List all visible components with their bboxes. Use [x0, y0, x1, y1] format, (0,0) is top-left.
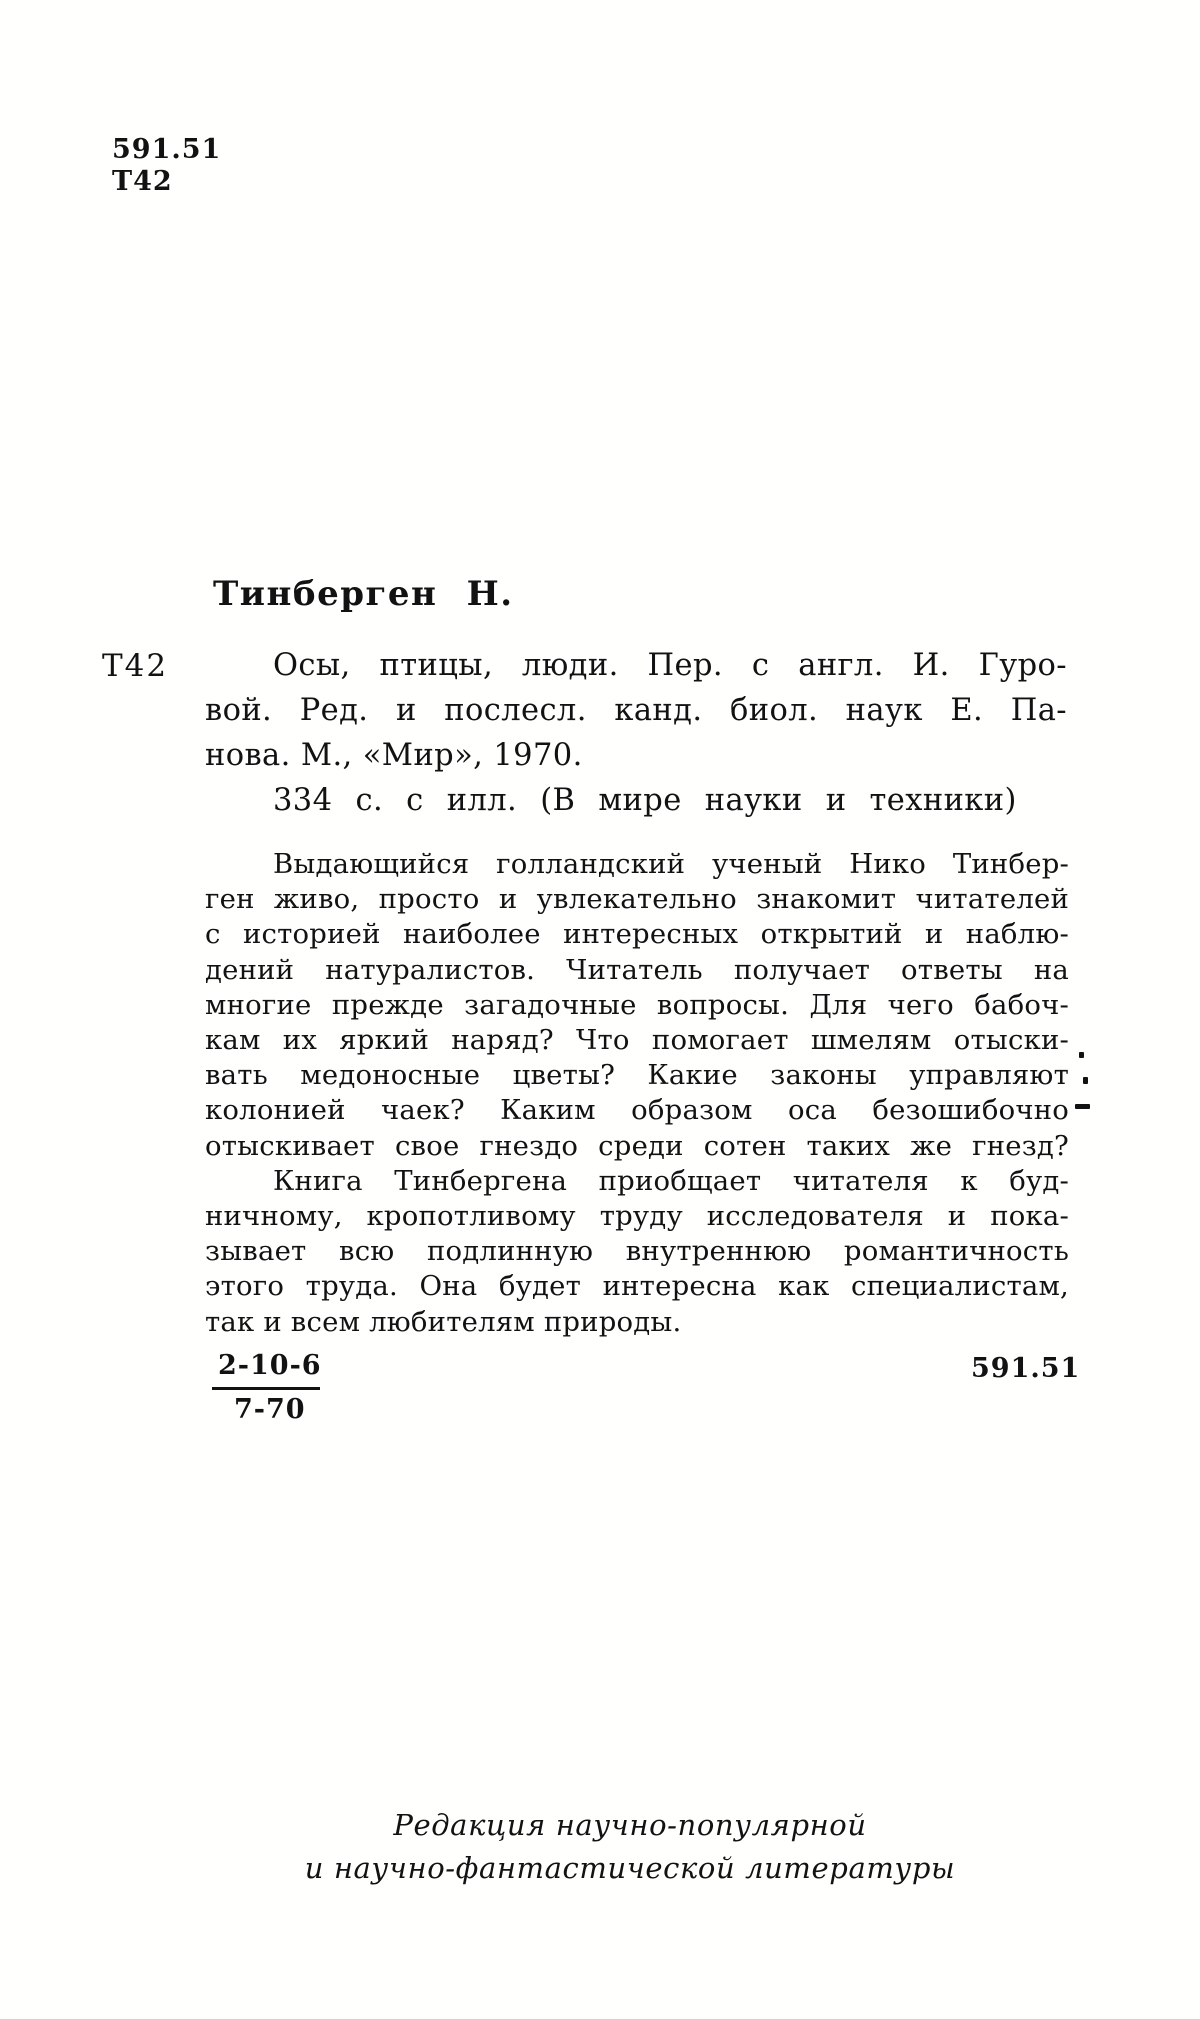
annotation-line: ген живо, просто и увлекательно знакомит читателей	[205, 883, 1069, 916]
annotation-line: с историей наиболее интересных открытий и наблю-	[205, 918, 1069, 951]
annotation-line: так и всем любителям природы.	[205, 1305, 682, 1338]
scan-speck	[1079, 1052, 1084, 1058]
entry-line: Осы, птицы, люди. Пер. с англ. И. Гуро-	[273, 648, 1067, 683]
annotation-line: отыскивает свое гнездо среди сотен таких же гнезд?	[205, 1129, 1069, 1162]
annotation-line: Книга Тинбергена приобщает читателя к буд-	[273, 1164, 1069, 1197]
footer-line: Редакция научно-популярной	[393, 1808, 867, 1842]
scan-speck	[1075, 1104, 1090, 1109]
footer-line: и научно-фантастической литературы	[304, 1851, 956, 1885]
annotation-line: зывает всю подлинную внутреннюю романтичность	[205, 1235, 1069, 1268]
fraction-rule	[212, 1387, 320, 1390]
annotation-line: вать медоносные цветы? Какие законы управляют	[205, 1059, 1069, 1092]
annotation-paragraph	[205, 847, 1069, 1340]
udc-number: 591.51	[112, 134, 222, 165]
author-heading: Тинберген Н.	[213, 574, 514, 614]
print-code-denominator: 7-70	[234, 1394, 306, 1425]
entry-line: нова. М., «Мир», 1970.	[205, 738, 583, 773]
annotation-line: кам их яркий наряд? Что помогает шмелям отыски-	[205, 1024, 1069, 1057]
cutter-code: Т42	[112, 166, 173, 197]
entry-line: вой. Ред. и послесл. канд. биол. наук Е. Па-	[205, 693, 1067, 728]
editorial-footer	[160, 1804, 1100, 1890]
annotation-line: дений натуралистов. Читатель получает ответы на	[205, 953, 1069, 986]
entry-code: Т42	[102, 648, 169, 684]
classification-index	[112, 134, 221, 198]
annotation-line: Выдающийся голландский ученый Нико Тинбер-	[273, 848, 1069, 880]
bibliographic-entry	[205, 643, 1067, 823]
udc-number-bottom: 591.51	[971, 1353, 1081, 1384]
annotation-line: колонией чаек? Каким образом оса безошибочно	[205, 1094, 1069, 1127]
print-code-numerator: 2-10-6	[218, 1350, 322, 1381]
annotation-line: многие прежде загадочные вопросы. Для чего бабоч-	[205, 988, 1069, 1021]
annotation-line: этого труда. Она будет интересна как специалистам,	[205, 1270, 1069, 1303]
entry-line: 334 с. с илл. (В мире науки и техники)	[273, 783, 1017, 818]
scan-speck	[1083, 1077, 1088, 1084]
annotation-line: ничному, кропотливому труду исследователя и пока-	[205, 1200, 1069, 1233]
print-order-code	[212, 1350, 322, 1425]
